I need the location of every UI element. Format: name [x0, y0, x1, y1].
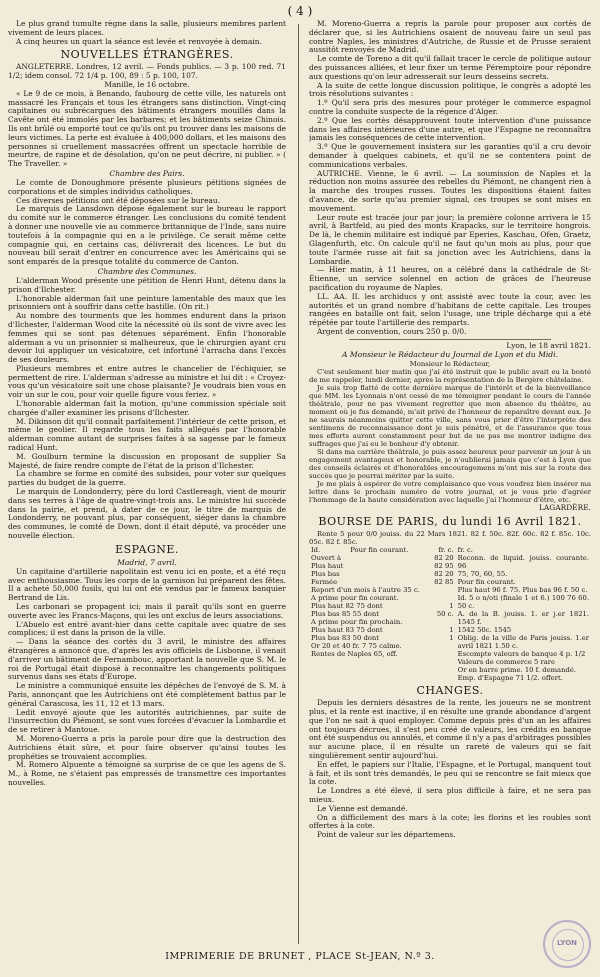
bourse-cell: Or en barre prime. 10 f. demandé. — [457, 666, 576, 675]
letter-salutation: Monsieur le Rédacteur, — [409, 360, 491, 369]
paragraph: En effet, le papiers sur l'Italie, l'Espagne, et le Portugal, manquent tout à fait, et ils sont très demandés, le peu qui se rencontre se fait mieux que la cote. — [309, 759, 591, 787]
bourse-cell: Or 20 et 40 fr. 7 75 calme. — [311, 642, 402, 651]
bourse-table — [309, 546, 591, 682]
paragraph: Un capitaine d'artillerie napolitain est venu ici en poste, et a été reçu avec enthousiasme. Tous les corps de la garnison lui préparent des fêtes. Il a acheté 50,000 fusils, qui lui ont été vendus par le fameux banquier Bertrand de Lis. — [8, 566, 286, 603]
bourse-cell: 50 c. — [436, 610, 454, 619]
bourse-row — [311, 626, 454, 634]
paragraph: ANGLETERRE. Londres, 12 avril. — Fonds publics. — 3 p. 100 red. 71 1/2; idem consol. 72 1/4 p. 100, 89 : 5 p. 100, 107. — [8, 62, 286, 81]
paragraph: Argent de convention, cours 250 p. 0/0. — [317, 326, 467, 336]
bourse-row — [458, 554, 589, 570]
paragraph: 1.º Qu'il sera pris des mesures pour protéger le commerce espagnol contre la conduite suspecte de la régence d'Alger. — [309, 98, 591, 116]
letter-signature: LAGARDÈRE. — [538, 503, 591, 513]
bourse-cell: Fermée — [311, 578, 338, 587]
paragraph: AUTRICHE. Vienne, le 6 avril. — La soumission de Naples et la réduction non moins assurée des rebelles du Piémont, ne changent rien à la marche des troupes russes. Toutes les dispositions étaient faites d'avance, de sorte qu'au premier signal, ces troupes se sont mises en mouvement. — [309, 168, 591, 213]
paragraph: M. Moreno-Guerra a pris la parole pour dire que la destruction des Autrichiens était sûre, et pour faire observer qu'ainsi toutes les prophéties se trouvaient accomplies. — [8, 733, 286, 761]
bourse-row — [458, 578, 589, 586]
paragraph: Au nombre des tourments que les hommes endurent dans la prison d'Ilchester, l'alderman Wood cite la nécessité où ils sont de vivre avec les femmes qui se sont pas détenues séparément. Enfin l'honorable alderman a vu un prisonnier si malheureux, que le chirurgien ayant cru devoir lui appliquer un vésicatoire, cet infortuné l'arracha dans l'excès de ses douleurs. — [8, 311, 286, 365]
dateline: Manille, le 16 octobre. — [104, 79, 190, 89]
bourse-cell: fr. c. — [438, 546, 454, 555]
left-column — [8, 20, 286, 945]
bourse-cell: 1 — [449, 602, 454, 611]
page-number: ( 4 ) — [287, 4, 313, 18]
section-heading: ESPAGNE. — [115, 542, 179, 556]
paragraph: Leur route est tracée jour par jour; la première colonne arrivera le 15 avril, à Bartfeld, au pied des monts Krapacks, sur le territoire hongrois. De là, le chemin militaire est indiqué par Eperies, Kaschau, Ofen, Graetz, Glagenfurth, etc. On calcule qu'il ne faut qu'un mois au plus, pour que toute l'armée russe ait fait sa jonction avec les Autrichiens, dans la Lombardie. — [309, 212, 591, 266]
paragraph: — Hier matin, à 11 heures, on a célébré dans la cathédrale de St-Étienne, un service solennel en action de grâces de l'heureuse pacification du royaume de Naples. — [309, 265, 591, 292]
bourse-cell: A prime pour fin prochain. — [311, 618, 403, 627]
paragraph: A la suite de cette longue discussion politique, le congrès a adopté les trois résolutions suivantes : — [309, 80, 591, 99]
rentes-line: Rente 5 pour 0/0 jouiss. du 22 Mars 1821. 82 f. 50c. 82f. 60c. 82 f. 85c. 10c. 05c. 82 f. 85c. — [309, 530, 591, 547]
bourse-row — [311, 570, 454, 578]
paragraph: 3.º Que le gouvernement insistera sur les garanties qu'il a cru devoir demander à quelques cabinets, et qu'il ne se contentera point de communications verbales. — [309, 142, 591, 169]
paragraph: LL. AA. II. les archiducs y ont assisté avec toute la cour, avec les autorités et un grand nombre d'habitans de cette capitale. Les troupes rangées en bataille ont fait, selon l'usage, une triple décharge qui a été répétée par toute l'artillerie des remparts. — [309, 291, 591, 328]
bourse-cell: 82 85 — [434, 578, 454, 587]
bourse-cell: Plus haut — [311, 562, 344, 571]
bourse-cell: Pour fin courant. — [457, 578, 516, 587]
paragraph: M. Romero Alpuente a témoigné sa surprise de ce que les agens de S. M., à Rome, ne s'étaient pas empressés de transmettre ces importantes nouvelles. — [8, 760, 286, 787]
right-column — [309, 20, 591, 945]
printer-imprint: IMPRIMERIE DE BRUNET , PLACE St-JEAN, N.º 3. — [165, 951, 435, 962]
paragraph: Le Vienne est demandé. — [317, 803, 408, 813]
paragraph: L'honorable alderman fait la motion, qu'une commission spéciale soit chargée d'aller examiner les prisons d'Ilchester. — [8, 399, 286, 417]
bourse-row — [311, 594, 454, 602]
bourse-cell: Oblig. de la ville de Paris jouiss. 1.er avril 1821 1.50 c. — [457, 634, 589, 651]
section-heading: BOURSE DE PARIS, du lundi 16 Avril 1821. — [318, 515, 582, 529]
paragraph: « Le 9 de ce mois, à Benando, faubourg de cette ville, les naturels ont massacré les Français et tous les étrangers sans distinction. Vingt-cinq capitaines ou subrécargues des bâtiments étrangers mouillés dans la Cavête ont été immolés par les barbares; et les bâtiments seize Chinois. Ils ont brûlé ou emporté tout ce qu'ils ont pu trouver dans les maisons de leurs victimes. La perte est évaluée à 400,000 dollars, et les maisons des personnes si cruellement massacrées offrent un spectacle horrible de meurtre, de rapine et de désolation, qu'on ne peut décrire, ni publier. » ( The Traveller. » — [8, 88, 286, 169]
subheading: Madrid, 7 avril. — [117, 557, 177, 567]
paragraph: L'honorable alderman fait une peinture lamentable des maux que les prisonniers ont à souffrir dans cette bastille. (On rit.) — [8, 293, 286, 312]
bourse-row — [311, 586, 454, 594]
bourse-row — [311, 610, 454, 618]
bourse-row — [458, 594, 589, 610]
bourse-row — [458, 634, 589, 650]
bourse-row — [311, 562, 454, 570]
letter-paragraph: Je me plais à espérer de votre complaisance que vous voudrez bien insérer ma lettre dans le prochain numéro de votre journal, et je vous prie d'agréer l'hommage de la haute considération avec laquelle j'ai l'honneur d'être, etc. — [309, 480, 591, 505]
bourse-row — [458, 626, 589, 634]
bourse-cell: Id. — [311, 546, 321, 555]
letter-paragraph: C'est seulement hier matin que j'ai été instruit que le public avait eu la bonté de me rappeler, lundi dernier, après la représentation de la Bergère châtelaine. — [309, 368, 591, 385]
bourse-row — [311, 602, 454, 610]
bourse-row — [458, 674, 589, 682]
paragraph: A cinq heures un quart la séance est levée et renvoyée à demain. — [16, 36, 262, 46]
bourse-cell: 75, 70, 60, 55. — [457, 570, 508, 579]
paragraph: M. Dikinson dit qu'il connaît parfaitement l'intérieur de cette prison, et même le geolier. Il regarde tous les faits allégués par l'honorable alderman comme autant de surprises faites à sa sagesse par le fameux radical Hunt. — [8, 416, 286, 453]
bourse-cell: Plus haut 83 75 dont — [311, 626, 383, 635]
library-stamp — [543, 920, 591, 968]
paragraph: Le plus grand tumulte règne dans la salle, plusieurs membres parlent vivement de leurs places. — [8, 20, 286, 37]
paragraph: 2.º Que les cortès désapprouvent toute intervention d'une puissance dans les affaires intérieures d'une autre, et que l'Espagne ne reconnaîtra jamais les conséquences de cette intervention. — [309, 115, 591, 143]
paragraph: On a difficilement des mars à la cote; les florins et les roubles sont offertes à la cote. — [309, 812, 591, 831]
paragraph: Ces diverses pétitions ont été déposées sur le bureau. — [16, 195, 221, 205]
bourse-cell: A prime pour fin courant. — [311, 594, 399, 603]
letter-paragraph: Si dans ma carrière théâtrale, je puis assez heureux pour parvenir un jour à un engagement avantageux et honorable, je n'oublierai jamais que c'est à Lyon que des conseils éclairés et d'honorables encouragemens m'ont mis sur la route des succès que je pourrai mériter par la suite. — [309, 448, 591, 481]
bourse-cell: Rentes de Naples 65, off. — [311, 650, 398, 659]
bourse-row — [458, 658, 589, 666]
bourse-row — [458, 586, 589, 594]
bourse-row — [458, 610, 589, 626]
paragraph: Le marquis de Lansdown dépose également sur le bureau le rapport du comité sur le commerce étranger. Les conclusions du comité tendent à donner une nouvelle vie au commerce britannique de l'Inde, sans nuire toutefois à la compagnie qui en a le privilège. Ce serait même cette compagnie qui, en certains cas, délivrerait des licences. Le but du nouveau bill serait d'entrer en concurrence avec les Américains qui se sont emparés de la presque totalité du commerce de Canton. — [8, 204, 286, 267]
bourse-cell: 82 95 — [434, 562, 454, 571]
bourse-cell: Id. 5 o n/oti (finale 1 et 6.) 100 76 60. 50 c. — [457, 594, 589, 611]
paragraph: Le marquis de Londonderry, père du lord Castlereagh, vient de mourir dans ses terres à l'âge de quatre-vingt-trois ans. Le ministre lui succède dans la pairie, et prend, à dater de ce jour, le titre de marquis de Londonderry, ne pouvant plus, par conséquent, siéger dans la chambre des communes, le comté de Down, dont il était député, va procéder une nouvelle élection. — [8, 487, 286, 541]
bourse-left — [309, 546, 456, 682]
bourse-cell: Plus bas 85 55 dont — [311, 610, 379, 619]
bourse-cell: Plus haut 96 f. 75. Plus bas 96 f. 50 c. — [457, 586, 588, 595]
bourse-row — [458, 666, 589, 674]
bourse-row — [311, 642, 454, 650]
stamp-text: LYON — [557, 939, 577, 947]
bourse-cell: Emp. d'Espagne 71 1/2. offert. — [457, 674, 563, 683]
letter-paragraph: Je suis trop flatté de cette dernière marque de l'intérêt et de la bienveillance que MM. les Lyonnais n'ont cessé de me témoigner pendant le cours de l'année théâtrale, pour ne pas vivement regretter que mon absence du théâtre, au moment où je fus demandé, m'ait privé de l'honneur de reparaître devant eux. Je ne saurais néanmoins quitter cette ville, sans vous prier d'être l'interprète des sentimens de reconnaissance dont je suis pénétré, et de l'assurance que tous mes efforts auront constamment pour but de ne pas me montrer indigne des suffrages que j'ai eu le bonheur d'y obtenir. — [309, 384, 591, 449]
paragraph: La chambre se forme en comité des subsides, pour voter sur quelques parties du budget de la guerre. — [8, 469, 286, 488]
paragraph: Le comte de Toreno a dit qu'il fallait tracer le cercle de politique autour des puissances alliées, et leur fixer un terme Péremptoire pour répondre aux questions qu'on leur adresserait sur leurs desseins secrets. — [309, 54, 591, 81]
bourse-cell: Ouvert à — [311, 554, 342, 563]
divider — [349, 339, 551, 340]
paragraph: M. Goulburn termine la discussion en proposant de supplier Sa Majesté, de faire rendre compte de l'état de la prison d'Ilchester. — [8, 451, 286, 470]
paragraph: Point de valeur sur les départemens. — [317, 830, 456, 840]
subheading: Chambre des Pairs. — [109, 168, 185, 178]
bourse-cell: Plus haut 82 75 dont — [311, 602, 383, 611]
bourse-cell: 82 20 — [434, 570, 454, 579]
paragraph: Le comte de Donoughmore présente plusieurs pétitions signées de corporations et de simples individus catholiques. — [8, 177, 286, 196]
paragraph: Plusieurs membres et entre autres le chancelier de l'échiquier, se permettent de rire. L'alderman s'adresse au ministre et lui dit : « Croyez-vous qu'un vésicatoire soit une chose plaisante? Je voudrais bien vous en voir un sur le cou, pour voir quelle figure vous feriez. » — [8, 363, 286, 400]
bourse-row — [458, 570, 589, 578]
paragraph: — Dans la séance des cortès du 3 avril, le ministre des affaires étrangères a annoncé que, d'après les avis officiels de Lisbonne, il venait d'arriver un bâtiment de Fernambouc, apportant la nouvelle que S. M. le roi de Portugal était disposé à reconnaître les changements politiques survenus dans ses états d'Europe. — [8, 637, 286, 682]
bourse-right — [456, 546, 591, 682]
bourse-cell: Plus bas — [311, 570, 340, 579]
bourse-row — [311, 650, 454, 658]
bourse-cell: Pour fin courant. — [350, 546, 409, 555]
bourse-cell: Reconn. de liquid. jouiss. courante. 96 — [457, 554, 589, 571]
paragraph: Le ministre a communiqué ensuite les dépêches de l'envoyé de S. M. à Paris, annonçant que les Autrichiens ont été complètement battus par le général Carascosa, les 11, 12 et 13 mars. — [8, 681, 286, 708]
bourse-cell: Escompte valeurs de banque 4 p. 1/2 — [457, 650, 586, 659]
paragraph: Le Londres a été élevé, il sera plus difficile à faire, et ne sera pas mieux. — [309, 786, 591, 805]
letter-date: Lyon, le 18 avril 1821. — [506, 340, 591, 350]
section-heading: NOUVELLES ÉTRANGÈRES. — [60, 48, 234, 62]
letter-address: A Monsieur le Rédacteur du Journal de Lyon et du Midi. — [342, 350, 558, 360]
bourse-cell: Plus bas 83 50 dont — [311, 634, 379, 643]
bourse-cell: 1 — [449, 634, 454, 643]
bourse-row — [311, 634, 454, 642]
bourse-cell: 82 20 — [434, 554, 454, 563]
bourse-cell: fr. c. — [457, 546, 473, 555]
bourse-cell: 1 — [449, 626, 454, 635]
bourse-row — [458, 546, 589, 554]
subheading: Chambre des Communes. — [97, 266, 197, 276]
bourse-row — [311, 618, 454, 626]
bourse-cell: Valeurs de commerce 5 rare — [457, 658, 556, 667]
bourse-cell: Report d'un mois à l'autre 35 c. — [311, 586, 420, 595]
paragraph: L'alderman Wood présente une pétition de Henri Hunt, détenu dans la prison d'Ilchester. — [8, 275, 286, 294]
column-divider — [298, 24, 299, 944]
paragraph: Les carbonari se propagent ici; mais il paraît qu'ils sont en guerre ouverte avec les Francs-Maçons, qui les ont exclus de leurs associations. — [8, 602, 286, 620]
paragraph: L'Abuelo est entré avant-hier dans cette capitale avec quatre de ses complices; il est dans la prison de la ville. — [8, 619, 286, 638]
bourse-cell: A. de la B. jouiss. 1. er j.er 1821. 1545 f. — [457, 610, 589, 627]
paragraph: Ledit envoyé ajoute que les autorités autrichiennes, par suite de l'insurrection du Piémont, se sont vues forcées d'évacuer la Lombardie et de se retirer à Mantoue. — [8, 707, 286, 735]
paragraph: Depuis les derniers désastres de la rente, les joueurs ne se montrent plus, et la rente est inactive, il en résulte une grande abondance d'argent que l'on ne sait à quoi employer. Comme depuis près d'un an les affaires ont toujours décrues, il s'est peu créé de valeurs, les crédits en banque ont été suspendus ou annulés, et comme il n'y a pas d'arbitrages possibles sur aucune place, il en résulte un rareté de valeurs qui se fait singulièrement sentir aujourd'hui. — [309, 698, 591, 761]
bourse-row — [311, 554, 454, 562]
bourse-row — [458, 650, 589, 658]
paragraph: M. Moreno-Guerra a repris la parole pour proposer aux cortès de déclarer que, si les Autrichiens osaient de nouveau faire un seul pas contre Naples, les ministres d'Autriche, de Russie et de Prusse seraient aussitôt renvoyés de Madrid. — [309, 20, 591, 55]
section-heading: CHANGES. — [416, 684, 484, 698]
bourse-cell: 1542 50c. 1545 — [457, 626, 512, 635]
